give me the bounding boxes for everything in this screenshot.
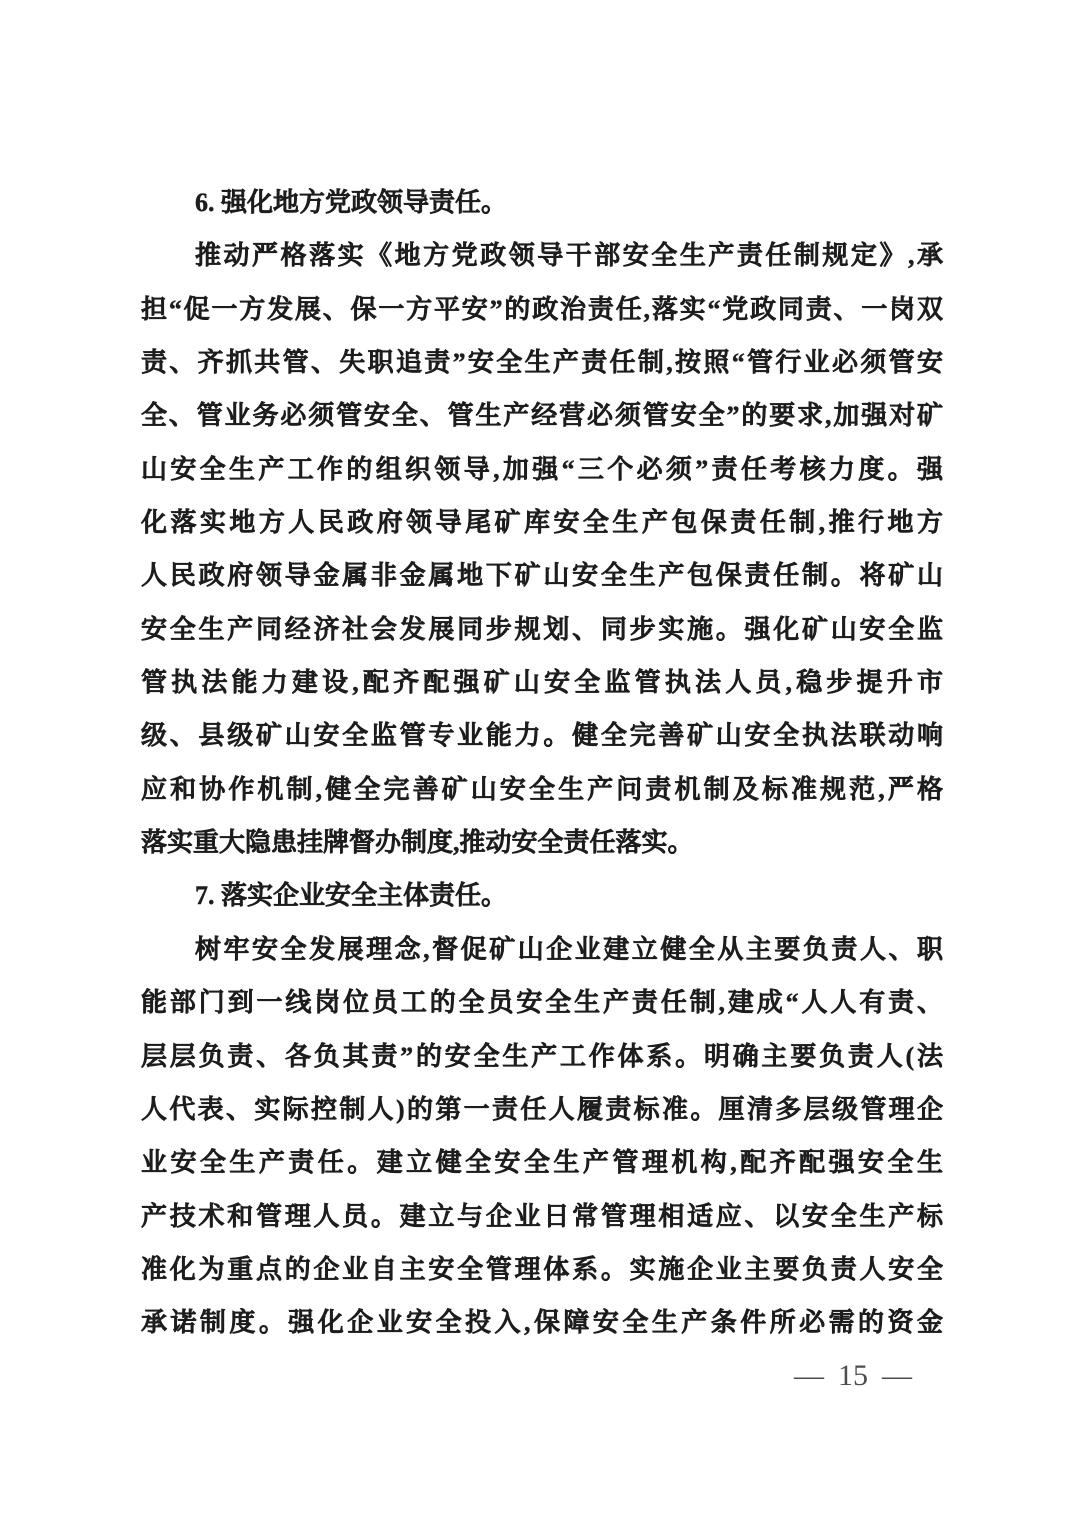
text-line: 安全生产同经济社会发展同步规划、同步实施。强化矿山安全监: [141, 614, 943, 644]
text-line: 应和协作机制,健全完善矿山安全生产问责机制及标准规范,严格: [141, 774, 943, 804]
section-heading-line: 7. 落实企业安全主体责任。: [195, 881, 508, 911]
footer-dash-left: —: [794, 1359, 824, 1392]
text-line: 人代表、实际控制人)的第一责任人履责标准。厘清多层级管理企: [141, 1094, 943, 1124]
text-line: 产技术和管理人员。建立与企业日常管理相适应、以安全生产标: [141, 1201, 943, 1231]
text-line: 全、管业务必须管安全、管生产经营必须管安全”的要求,加强对矿: [141, 401, 943, 431]
text-line: 化落实地方人民政府领导尾矿库安全生产包保责任制,推行地方: [141, 508, 943, 538]
text-line: 人民政府领导金属非金属地下矿山安全生产包保责任制。将矿山: [141, 561, 943, 591]
text-line: 担“促一方发展、保一方平安”的政治责任,落实“党政同责、一岗双: [141, 294, 943, 324]
text-line: 落实重大隐患挂牌督办制度,推动安全责任落实。: [141, 828, 694, 858]
document-body-text: [141, 176, 943, 1350]
text-line: 级、县级矿山安全监管专业能力。健全完善矿山安全执法联动响: [141, 721, 943, 751]
text-line: 准化为重点的企业自主安全管理体系。实施企业主要负责人安全: [141, 1254, 943, 1284]
section-heading-line: 6. 强化地方党政领导责任。: [195, 188, 508, 217]
text-line: 能部门到一线岗位员工的全员安全生产责任制,建成“人人有责、: [141, 988, 943, 1018]
text-line: 责、齐抓共管、失职追责”安全生产责任制,按照“管行业必须管安: [141, 348, 943, 378]
text-line: 树牢安全发展理念,督促矿山企业建立健全从主要负责人、职: [195, 934, 943, 964]
text-line: 承诺制度。强化企业安全投入,保障安全生产条件所必需的资金: [141, 1308, 943, 1338]
footer-dash-right: —: [882, 1359, 912, 1392]
page-number: 15: [838, 1359, 868, 1392]
page-footer: [794, 1356, 912, 1396]
text-line: 管执法能力建设,配齐配强矿山安全监管执法人员,稳步提升市: [141, 668, 943, 698]
text-line: 推动严格落实《地方党政领导干部安全生产责任制规定》,承: [195, 241, 943, 271]
text-line: 层层负责、各负其责”的安全生产工作体系。明确主要负责人(法: [141, 1041, 943, 1071]
text-line: 业安全生产责任。建立健全安全生产管理机构,配齐配强安全生: [141, 1148, 943, 1178]
text-line: 山安全生产工作的组织领导,加强“三个必须”责任考核力度。强: [141, 454, 943, 484]
